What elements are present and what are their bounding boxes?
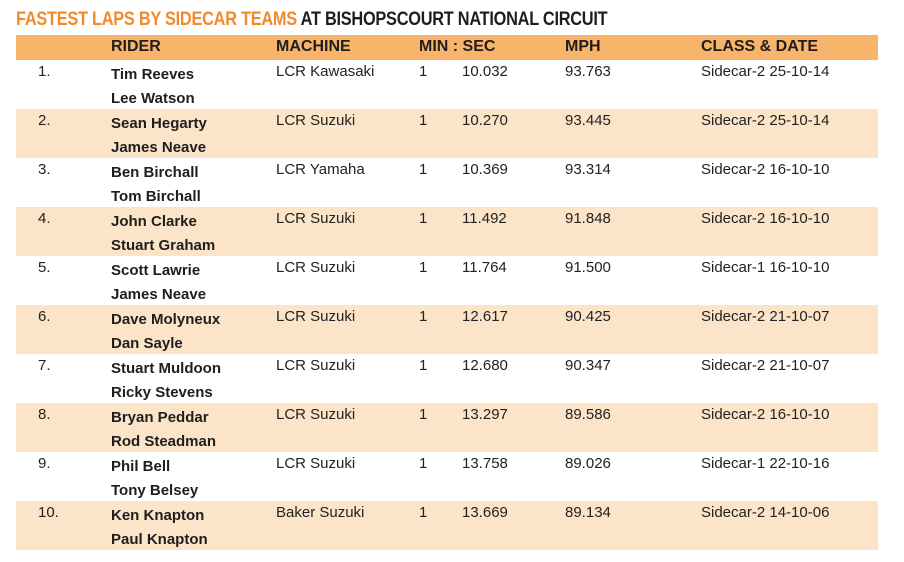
class-date-cell: Sidecar-2 25-10-14 [701,112,830,129]
class-date-cell: Sidecar-2 14-10-06 [701,504,830,521]
machine-cell: LCR Suzuki [276,259,356,276]
minutes-cell: 1 [419,259,428,276]
position-cell: 4. [38,210,51,227]
class-date-cell: Sidecar-2 16-10-10 [701,161,830,178]
passenger-name: Tom Birchall [111,188,201,205]
title-rest: AT BISHOPSCOURT NATIONAL CIRCUIT [300,9,608,30]
minutes-cell: 1 [419,357,428,374]
driver-name: John Clarke [111,213,197,230]
position-cell: 7. [38,357,51,374]
minutes-cell: 1 [419,210,428,227]
driver-name: Ben Birchall [111,164,199,181]
position-cell: 8. [38,406,51,423]
riders-cell [111,406,216,454]
driver-name: Tim Reeves [111,66,195,83]
passenger-name: Paul Knapton [111,531,208,548]
table-row [16,452,878,501]
mph-cell: 93.763 [565,63,611,80]
mph-cell: 93.314 [565,161,611,178]
machine-cell: LCR Suzuki [276,455,356,472]
class-date-cell: Sidecar-2 16-10-10 [701,406,830,423]
seconds-cell: 13.758 [462,455,508,472]
column-header-min-sec: MIN : SEC [419,38,496,55]
page-title [16,9,607,31]
riders-cell [111,161,201,209]
passenger-name: Lee Watson [111,90,195,107]
machine-cell: LCR Suzuki [276,308,356,325]
riders-cell [111,504,208,552]
passenger-name: Tony Belsey [111,482,199,499]
table-row [16,256,878,305]
seconds-cell: 10.032 [462,63,508,80]
seconds-cell: 13.297 [462,406,508,423]
minutes-cell: 1 [419,161,428,178]
minutes-cell: 1 [419,504,428,521]
table-row [16,305,878,354]
machine-cell: LCR Suzuki [276,406,356,423]
mph-cell: 91.500 [565,259,611,276]
mph-cell: 91.848 [565,210,611,227]
minutes-cell: 1 [419,63,428,80]
position-cell: 5. [38,259,51,276]
passenger-name: James Neave [111,139,207,156]
mph-cell: 93.445 [565,112,611,129]
seconds-cell: 10.270 [462,112,508,129]
class-date-cell: Sidecar-2 25-10-14 [701,63,830,80]
driver-name: Phil Bell [111,458,171,475]
riders-cell [111,112,207,160]
driver-name: Bryan Peddar [111,409,209,426]
riders-cell [111,63,195,111]
class-date-cell: Sidecar-2 16-10-10 [701,210,830,227]
table-row [16,403,878,452]
machine-cell: LCR Yamaha [276,161,365,178]
table-row [16,501,878,550]
seconds-cell: 11.764 [462,259,507,276]
driver-name: Dave Molyneux [111,311,221,328]
column-header-class-date: CLASS & DATE [701,38,819,55]
passenger-name: Ricky Stevens [111,384,213,401]
machine-cell: LCR Suzuki [276,357,356,374]
seconds-cell: 10.369 [462,161,508,178]
table-header [16,35,878,60]
table-row [16,109,878,158]
table-row [16,158,878,207]
class-date-cell: Sidecar-2 21-10-07 [701,308,830,325]
class-date-cell: Sidecar-1 16-10-10 [701,259,830,276]
class-date-cell: Sidecar-1 22-10-16 [701,455,830,472]
position-cell: 10. [38,504,59,521]
machine-cell: Baker Suzuki [276,504,365,521]
riders-cell [111,455,198,503]
position-cell: 9. [38,455,51,472]
machine-cell: LCR Suzuki [276,112,356,129]
column-header-mph: MPH [565,38,601,55]
passenger-name: James Neave [111,286,207,303]
column-header-rider: RIDER [111,38,161,55]
mph-cell: 89.026 [565,455,611,472]
title-accent: FASTEST LAPS BY SIDECAR TEAMS [16,9,297,30]
passenger-name: Stuart Graham [111,237,216,254]
riders-cell [111,259,206,307]
table-body [16,60,878,550]
riders-cell [111,308,220,356]
passenger-name: Rod Steadman [111,433,217,450]
seconds-cell: 11.492 [462,210,507,227]
position-cell: 2. [38,112,51,129]
machine-cell: LCR Suzuki [276,210,356,227]
minutes-cell: 1 [419,455,428,472]
minutes-cell: 1 [419,406,428,423]
seconds-cell: 12.617 [462,308,508,325]
driver-name: Sean Hegarty [111,115,207,132]
column-header-machine: MACHINE [276,38,351,55]
table-row [16,60,878,109]
position-cell: 6. [38,308,51,325]
fastest-laps-table [16,35,878,550]
position-cell: 3. [38,161,51,178]
minutes-cell: 1 [419,112,428,129]
class-date-cell: Sidecar-2 21-10-07 [701,357,830,374]
riders-cell [111,210,215,258]
mph-cell: 90.347 [565,357,611,374]
table-row [16,354,878,403]
mph-cell: 89.134 [565,504,611,521]
position-cell: 1. [38,63,51,80]
mph-cell: 89.586 [565,406,611,423]
riders-cell [111,357,221,405]
seconds-cell: 13.669 [462,504,508,521]
passenger-name: Dan Sayle [111,335,183,352]
table-row [16,207,878,256]
driver-name: Stuart Muldoon [111,360,221,377]
seconds-cell: 12.680 [462,357,508,374]
driver-name: Scott Lawrie [111,262,201,279]
driver-name: Ken Knapton [111,507,205,524]
mph-cell: 90.425 [565,308,611,325]
machine-cell: LCR Kawasaki [276,63,375,80]
minutes-cell: 1 [419,308,428,325]
